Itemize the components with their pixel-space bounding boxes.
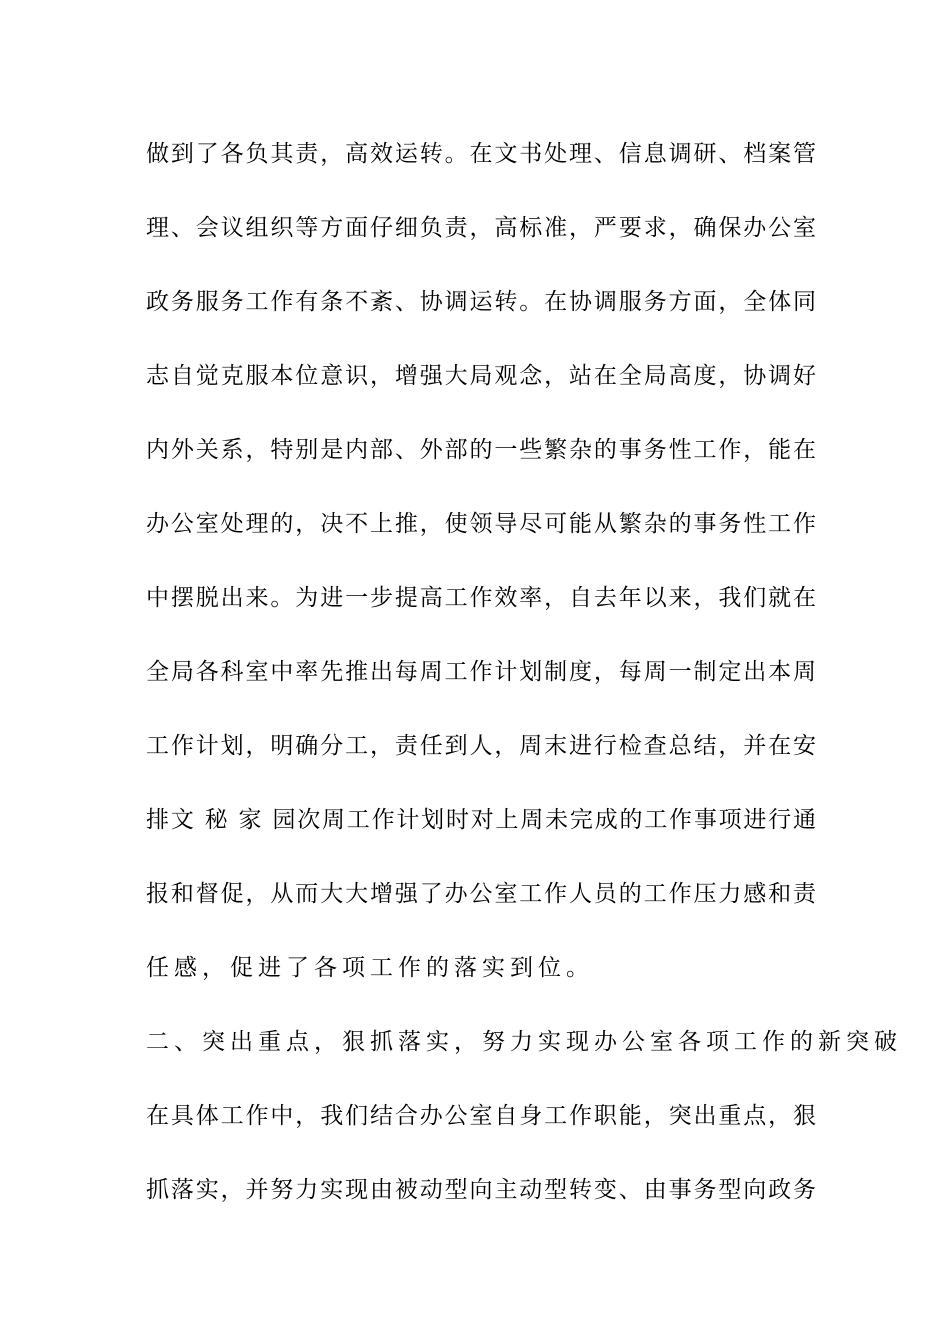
text-line: 志自觉克服本位意识，增强大局观念，站在全局高度，协调好 [146, 363, 816, 389]
text-line: 理、会议组织等方面仔细负责，高标准，严要求，确保办公室 [146, 215, 816, 241]
text-line: 在具体工作中，我们结合办公室自身工作职能，突出重点，狠 [146, 1103, 816, 1129]
text-line: 做到了各负其责，高效运转。在文书处理、信息调研、档案管 [146, 141, 816, 167]
text-line: 政务服务工作有条不紊、协调运转。在协调服务方面，全体同 [146, 289, 816, 315]
text-line: 全局各科室中率先推出每周工作计划制度，每周一制定出本周 [146, 659, 816, 685]
document-body [146, 130, 902, 1240]
section-heading: 二、突出重点，狠抓落实，努力实现办公室各项工作的新突破 [146, 1029, 902, 1055]
paragraph-end-line: 任感，促进了各项工作的落实到位。 [146, 955, 594, 981]
text-line: 工作计划，明确分工，责任到人，周末进行检查总结，并在安 [146, 733, 816, 759]
text-line: 中摆脱出来。为进一步提高工作效率，自去年以来，我们就在 [146, 585, 816, 611]
text-line: 报和督促，从而大大增强了办公室工作人员的工作压力感和责 [146, 881, 816, 907]
text-line: 办公室处理的，决不上推，使领导尽可能从繁杂的事务性工作 [146, 511, 816, 537]
text-line: 内外关系，特别是内部、外部的一些繁杂的事务性工作，能在 [146, 437, 816, 463]
text-line: 抓落实，并努力实现由被动型向主动型转变、由事务型向政务 [146, 1177, 816, 1203]
text-line: 排文 秘 家 园次周工作计划时对上周未完成的工作事项进行通 [146, 807, 816, 833]
